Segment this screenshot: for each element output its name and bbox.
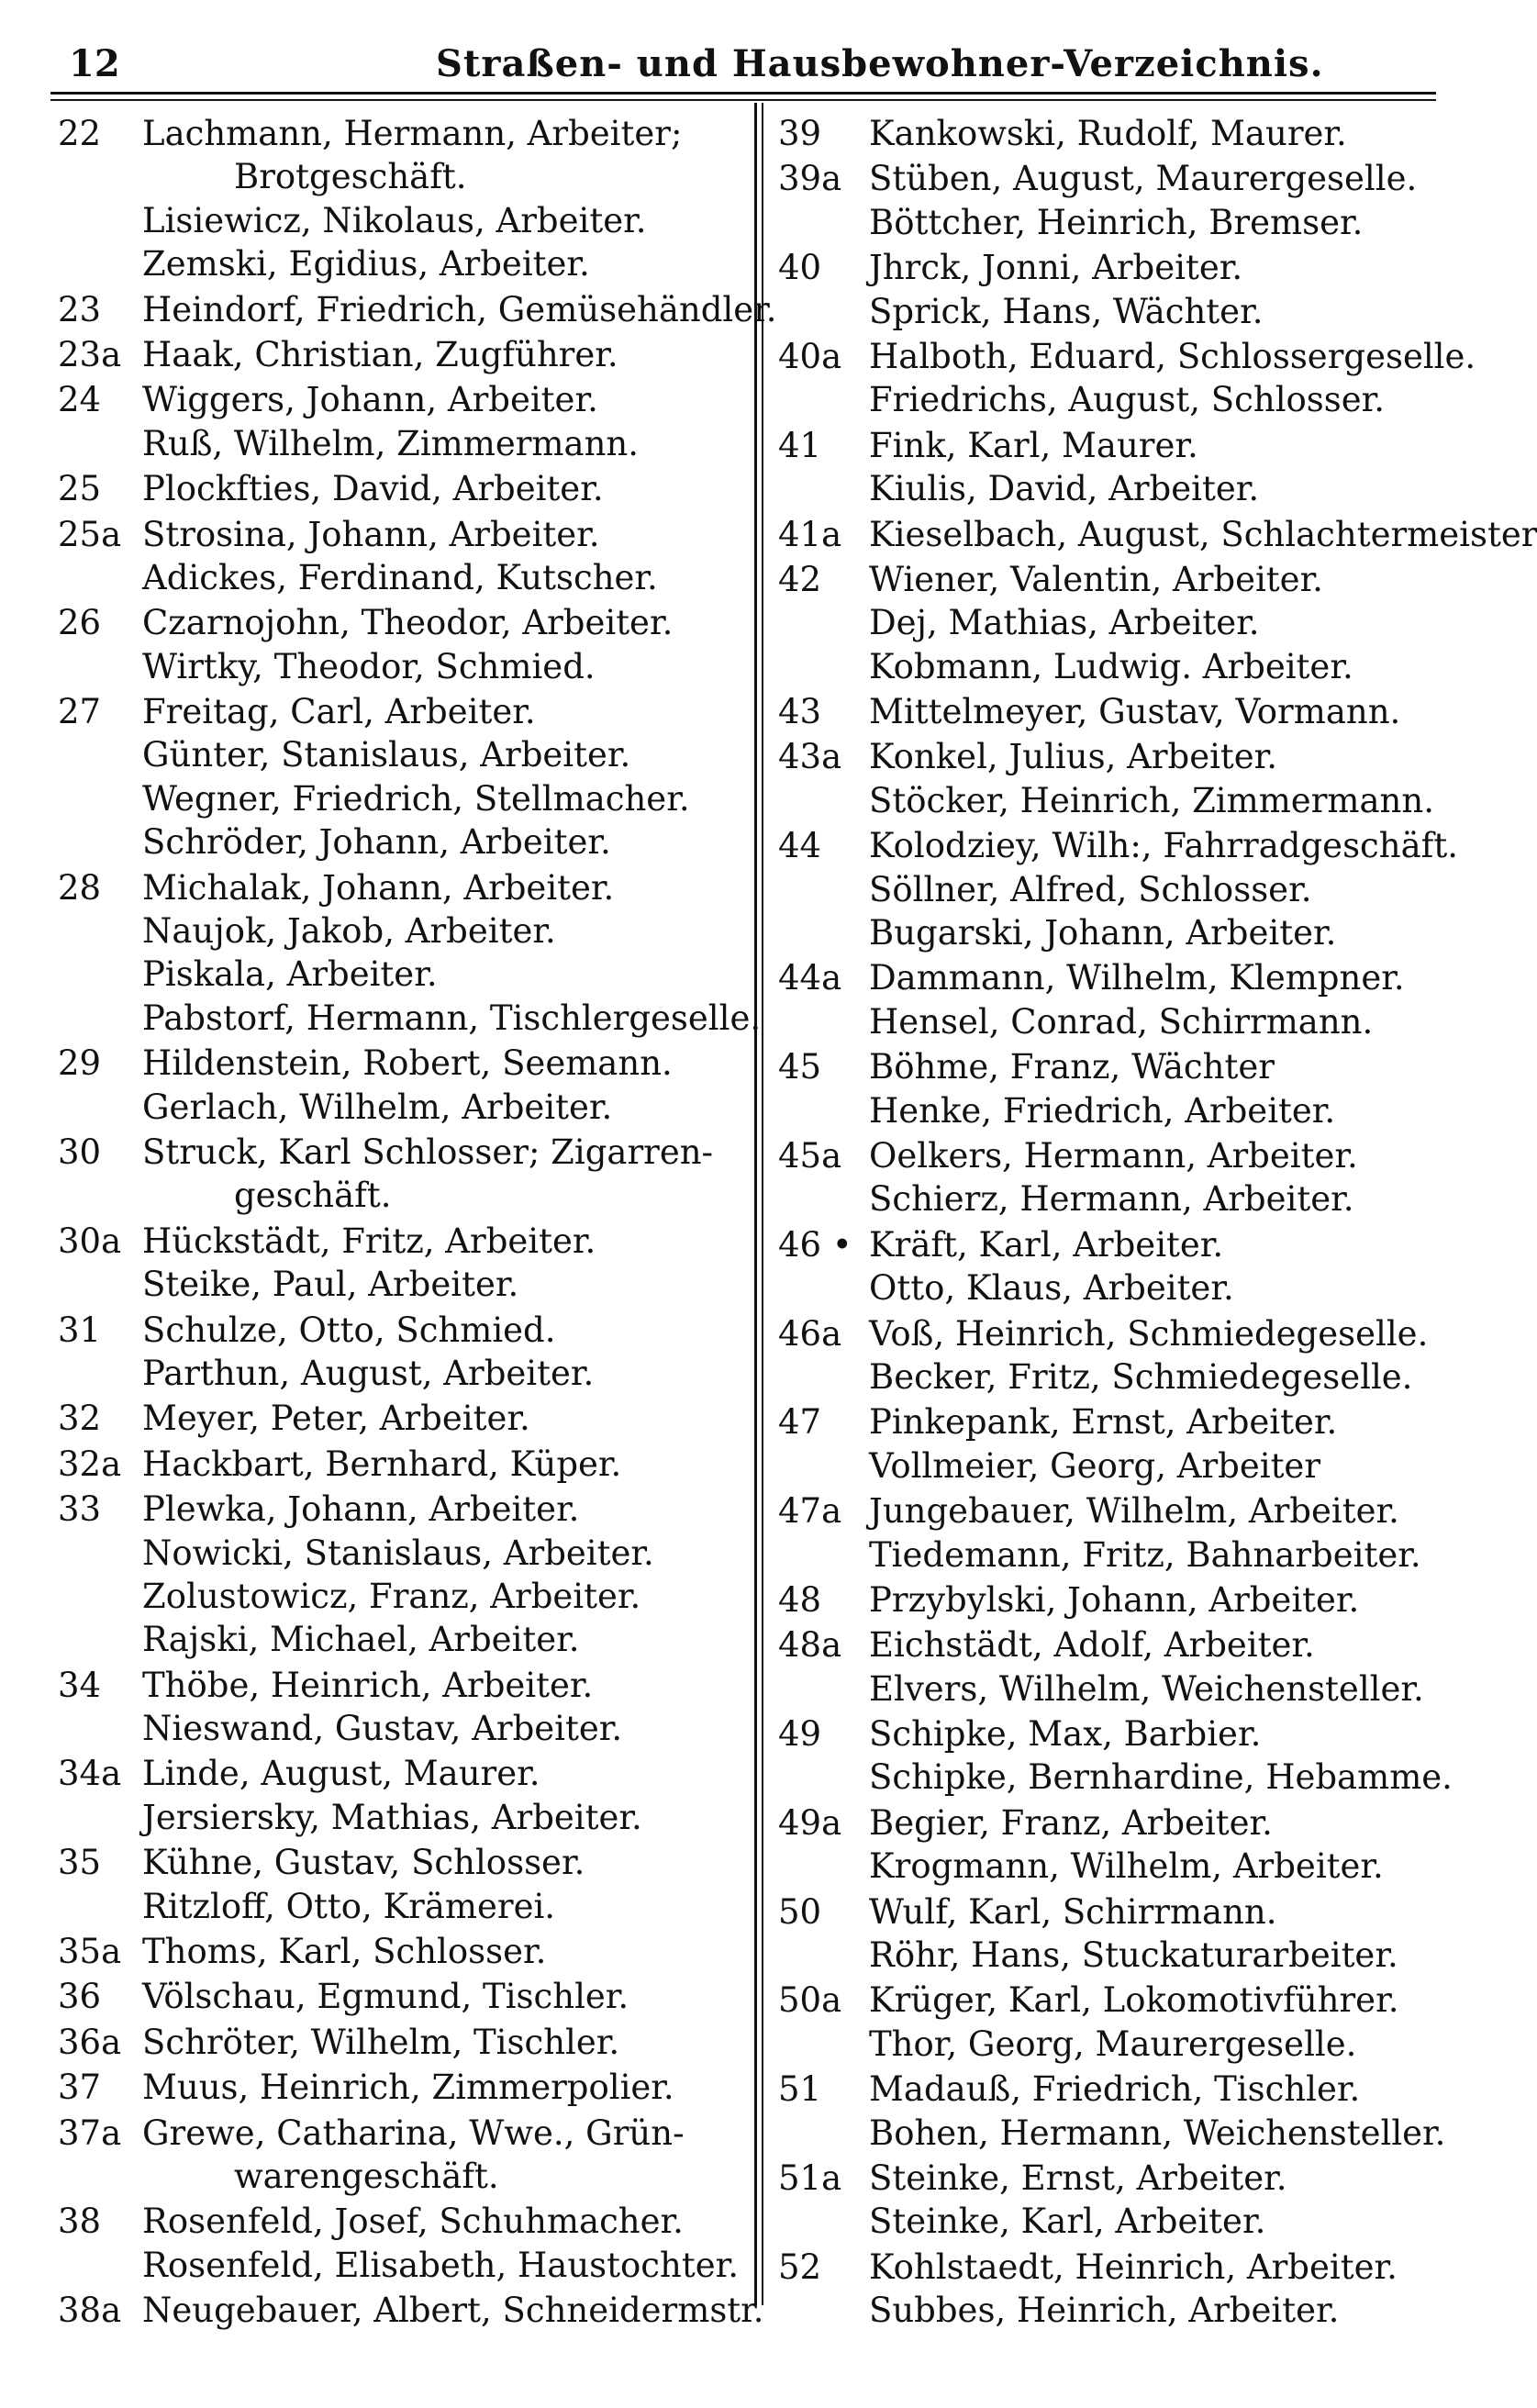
- resident-entry: [50, 1488, 748, 1531]
- resident-entry: [50, 953, 748, 996]
- house-number: 37a: [58, 2113, 122, 2153]
- resident-entry: [773, 1667, 1433, 1711]
- resident-entry: [773, 2289, 1433, 2332]
- resident-text: Heindorf, Friedrich, Gemüsehändler.: [142, 289, 777, 329]
- house-number: 48a: [778, 1625, 842, 1666]
- resident-entry: [50, 866, 748, 909]
- resident-text: Voß, Heinrich, Schmiedegeselle.: [869, 1313, 1429, 1354]
- column-divider-thin: [762, 103, 763, 2305]
- resident-text: Michalak, Johann, Arbeiter.: [142, 867, 615, 908]
- resident-entry: [50, 645, 748, 688]
- resident-entry: [773, 2157, 1433, 2200]
- resident-entry: [50, 690, 748, 733]
- resident-text: Wiggers, Johann, Arbeiter.: [142, 380, 598, 420]
- resident-text: Meyer, Peter, Arbeiter.: [142, 1399, 530, 1439]
- resident-text: Vollmeier, Georg, Arbeiter: [869, 1445, 1321, 1486]
- resident-entry: [773, 601, 1433, 644]
- resident-text: Zolustowicz, Franz, Arbeiter.: [142, 1576, 641, 1616]
- resident-entry: [773, 112, 1433, 155]
- resident-text: Jhrck, Jonni, Arbeiter.: [869, 248, 1243, 288]
- house-number: 38: [58, 2202, 102, 2242]
- house-number: 43: [778, 692, 822, 732]
- resident-text: Lachmann, Hermann, Arbeiter;: [142, 114, 683, 153]
- resident-text: Elvers, Wilhelm, Weichensteller.: [869, 1668, 1424, 1709]
- house-number: 45a: [778, 1135, 842, 1176]
- house-number: 51a: [778, 2157, 842, 2198]
- resident-text: Wulf, Karl, Schirrmann.: [869, 1891, 1277, 1932]
- resident-text: Hackbart, Bernhard, Küper.: [142, 1444, 622, 1484]
- resident-entry: [50, 2244, 748, 2287]
- resident-text: Jersiersky, Mathias, Arbeiter.: [142, 1797, 642, 1837]
- resident-text: Nieswand, Gustav, Arbeiter.: [142, 1709, 623, 1749]
- resident-entry: [50, 1443, 748, 1486]
- resident-text: Czarnojohn, Theodor, Arbeiter.: [142, 603, 674, 643]
- resident-entry: [773, 1623, 1433, 1667]
- resident-entry: [773, 1533, 1433, 1577]
- resident-text: Kobmann, Ludwig. Arbeiter.: [869, 646, 1353, 686]
- header-rule: [50, 92, 1436, 95]
- resident-entry: [773, 2112, 1446, 2155]
- house-number: 23a: [58, 334, 122, 374]
- resident-text: Wegner, Friedrich, Stellmacher.: [142, 778, 690, 819]
- house-number: 39: [778, 114, 822, 153]
- resident-text: Konkel, Julius, Arbeiter.: [869, 737, 1278, 777]
- resident-text: Naujok, Jakob, Arbeiter.: [142, 911, 556, 952]
- resident-text: Plockfties, David, Arbeiter.: [142, 469, 604, 509]
- resident-text: Schipke, Bernhardine, Hebamme.: [869, 1757, 1453, 1798]
- resident-text: Rosenfeld, Elisabeth, Haustochter.: [142, 2245, 739, 2285]
- resident-text: Adickes, Ferdinand, Kutscher.: [142, 557, 658, 597]
- resident-entry: [50, 199, 748, 242]
- resident-text: Thöbe, Heinrich, Arbeiter.: [142, 1665, 594, 1705]
- resident-entry: [773, 1444, 1433, 1488]
- house-number: 40: [778, 248, 822, 288]
- resident-entry: [50, 909, 748, 953]
- entry-continuation: geschäft.: [234, 1176, 392, 1216]
- resident-text: Röhr, Hans, Stuckaturarbeiter.: [869, 1935, 1398, 1976]
- house-number: 47: [778, 1402, 822, 1443]
- resident-entry: [773, 1801, 1433, 1845]
- resident-text: Muus, Heinrich, Zimmerpolier.: [142, 2068, 674, 2108]
- resident-entry: [50, 556, 748, 599]
- resident-entry: [773, 1756, 1453, 1799]
- resident-text: Völschau, Egmund, Tischler.: [142, 1977, 629, 2017]
- resident-text: Bugarski, Johann, Arbeiter.: [869, 913, 1337, 953]
- resident-text: Pabstorf, Hermann, Tischlergeselle.: [142, 998, 762, 1038]
- resident-entry: [50, 2112, 748, 2155]
- resident-entry: [773, 1312, 1433, 1355]
- resident-entry: [773, 558, 1433, 601]
- house-number: 37: [58, 2068, 102, 2108]
- page-header: [50, 39, 1436, 94]
- resident-text: Becker, Fritz, Schmiedegeselle.: [869, 1356, 1413, 1397]
- resident-entry: [50, 1752, 748, 1795]
- resident-text: Oelkers, Hermann, Arbeiter.: [869, 1135, 1358, 1176]
- resident-text: Nowicki, Stanislaus, Arbeiter.: [142, 1533, 654, 1573]
- house-number: 42: [778, 559, 822, 599]
- resident-text: Strosina, Johann, Arbeiter.: [142, 514, 600, 554]
- resident-entry: [773, 1089, 1433, 1132]
- house-number: 32: [58, 1399, 102, 1439]
- house-number: 46a: [778, 1313, 842, 1354]
- resident-entry: [50, 1664, 748, 1707]
- resident-text: Dammann, Wilhelm, Klempner.: [869, 958, 1405, 998]
- resident-entry: [50, 422, 748, 465]
- resident-entry: [773, 690, 1433, 733]
- resident-text: Kieselbach, August, Schlachtermeister: [869, 514, 1537, 554]
- resident-text: Kolodziey, Wilh:, Fahrradgeschäft.: [869, 826, 1458, 866]
- left-column: [50, 110, 777, 2333]
- resident-text: Grewe, Catharina, Wwe., Grün-: [142, 2113, 685, 2153]
- resident-text: Stüben, August, Maurergeselle.: [869, 159, 1418, 199]
- resident-text: Lisiewicz, Nikolaus, Arbeiter.: [142, 200, 647, 240]
- resident-text: Eichstädt, Adolf, Arbeiter.: [869, 1625, 1315, 1666]
- resident-text: Ruß, Wilhelm, Zimmermann.: [142, 423, 639, 463]
- resident-text: Schierz, Hermann, Arbeiter.: [869, 1179, 1354, 1220]
- house-number: 51: [778, 2069, 822, 2110]
- resident-entry: [50, 1707, 748, 1750]
- resident-text: Schulze, Otto, Schmied.: [142, 1310, 556, 1350]
- resident-entry: [773, 1890, 1433, 1934]
- resident-entry: [50, 1841, 748, 1884]
- resident-text: Böhme, Franz, Wächter: [869, 1047, 1275, 1087]
- resident-text: Hildenstein, Robert, Seemann.: [142, 1043, 673, 1084]
- resident-text: Thor, Georg, Maurergeselle.: [869, 2023, 1357, 2064]
- resident-entry: [773, 246, 1433, 289]
- resident-text: Freitag, Carl, Arbeiter.: [142, 692, 536, 732]
- resident-text: Madauß, Friedrich, Tischler.: [869, 2069, 1361, 2110]
- resident-text: Begier, Franz, Arbeiter.: [869, 1802, 1273, 1843]
- header-rule-thin: [50, 99, 1436, 101]
- resident-text: Kiulis, David, Arbeiter.: [869, 469, 1260, 509]
- resident-text: Steinke, Ernst, Arbeiter.: [869, 2157, 1287, 2198]
- resident-text: Dej, Mathias, Arbeiter.: [869, 603, 1260, 643]
- house-number: 48: [778, 1579, 822, 1620]
- resident-entry: [773, 1979, 1433, 2022]
- house-number: 41a: [778, 514, 842, 554]
- resident-entry: [50, 777, 748, 820]
- resident-entry: [50, 1885, 748, 1928]
- resident-entry: [773, 911, 1433, 954]
- resident-entry: [50, 1174, 748, 1217]
- resident-text: Zemski, Egidius, Arbeiter.: [142, 244, 590, 284]
- house-number: 50a: [778, 1980, 842, 2021]
- house-number: 43a: [778, 737, 842, 777]
- resident-text: Kräft, Karl, Arbeiter.: [869, 1224, 1224, 1265]
- house-number: 36a: [58, 2022, 122, 2062]
- resident-entry: [773, 1578, 1433, 1622]
- resident-text: Tiedemann, Fritz, Bahnarbeiter.: [869, 1534, 1421, 1575]
- resident-entry: [773, 513, 1537, 556]
- house-number: 32a: [58, 1444, 122, 1484]
- resident-text: Steinke, Karl, Arbeiter.: [869, 2202, 1266, 2242]
- resident-entry: [50, 1575, 748, 1618]
- resident-text: Steike, Paul, Arbeiter.: [142, 1265, 519, 1305]
- resident-entry: [50, 1532, 748, 1575]
- house-number: 24: [58, 380, 102, 420]
- resident-text: Fink, Karl, Maurer.: [869, 425, 1198, 465]
- resident-text: Mittelmeyer, Gustav, Vormann.: [869, 692, 1401, 732]
- resident-text: Subbes, Heinrich, Arbeiter.: [869, 2291, 1340, 2331]
- resident-entry: [50, 1086, 748, 1129]
- house-number: 49: [778, 1714, 822, 1755]
- resident-text: Haak, Christian, Zugführer.: [142, 334, 618, 374]
- resident-entry: [773, 1845, 1433, 1888]
- resident-text: Parthun, August, Arbeiter.: [142, 1353, 595, 1393]
- house-number: 27: [58, 692, 102, 732]
- resident-entry: [50, 513, 748, 556]
- resident-text: Struck, Karl Schlosser; Zigarren-: [142, 1132, 714, 1172]
- resident-text: Rosenfeld, Josef, Schuhmacher.: [142, 2202, 684, 2242]
- resident-entry: [773, 2246, 1433, 2289]
- resident-text: Hückstädt, Fritz, Arbeiter.: [142, 1221, 596, 1261]
- right-column: [773, 110, 1537, 2333]
- resident-text: Henke, Friedrich, Arbeiter.: [869, 1090, 1336, 1131]
- resident-entry: [50, 733, 748, 776]
- house-number: 41: [778, 425, 822, 465]
- resident-text: Günter, Stanislaus, Arbeiter.: [142, 735, 631, 775]
- resident-entry: [50, 2155, 748, 2198]
- house-number: 26: [58, 603, 102, 643]
- resident-text: Otto, Klaus, Arbeiter.: [869, 1268, 1234, 1309]
- resident-entry: [50, 1397, 748, 1440]
- house-number: 30a: [58, 1221, 122, 1261]
- resident-entry: [50, 997, 762, 1040]
- house-number: 50: [778, 1891, 822, 1932]
- resident-entry: [50, 467, 748, 510]
- resident-text: Schröter, Wilhelm, Tischler.: [142, 2022, 620, 2062]
- resident-entry: [50, 1796, 748, 1839]
- house-number: 34: [58, 1665, 102, 1705]
- entry-continuation: Brotgeschäft.: [234, 157, 467, 197]
- entry-continuation: warengeschäft.: [234, 2156, 499, 2196]
- resident-text: Rajski, Michael, Arbeiter.: [142, 1620, 580, 1660]
- house-number: 25a: [58, 514, 122, 554]
- house-number: 39a: [778, 159, 842, 199]
- resident-entry: [773, 157, 1433, 200]
- house-number: 31: [58, 1310, 102, 1350]
- resident-text: Friedrichs, August, Schlosser.: [869, 380, 1386, 420]
- resident-entry: [50, 155, 748, 198]
- page-number: 12: [69, 42, 120, 85]
- resident-entry: [50, 1618, 748, 1661]
- house-number: 47a: [778, 1491, 842, 1532]
- house-number: 52: [778, 2246, 822, 2287]
- resident-text: Hensel, Conrad, Schirrmann.: [869, 1001, 1374, 1042]
- house-number: 34a: [58, 1754, 122, 1794]
- resident-entry: [773, 824, 1458, 867]
- resident-entry: [773, 868, 1433, 911]
- house-number: 44: [778, 826, 822, 866]
- resident-entry: [50, 820, 748, 864]
- resident-text: Stöcker, Heinrich, Zimmermann.: [869, 780, 1434, 820]
- house-number: 46 •: [778, 1224, 852, 1265]
- resident-entry: [50, 1131, 748, 1174]
- house-number: 44a: [778, 958, 842, 998]
- resident-entry: [50, 2200, 748, 2243]
- house-number: 29: [58, 1043, 102, 1084]
- resident-entry: [50, 2021, 748, 2064]
- resident-text: Wirtky, Theodor, Schmied.: [142, 646, 596, 686]
- resident-entry: [50, 288, 777, 331]
- resident-text: Schröder, Johann, Arbeiter.: [142, 822, 611, 863]
- resident-entry: [773, 1177, 1433, 1221]
- resident-entry: [773, 1000, 1433, 1043]
- resident-entry: [773, 378, 1433, 421]
- resident-text: Piskala, Arbeiter.: [142, 954, 438, 995]
- resident-entry: [50, 1042, 748, 1085]
- resident-entry: [50, 601, 748, 644]
- resident-text: Gerlach, Wilhelm, Arbeiter.: [142, 1087, 613, 1127]
- resident-text: Ritzloff, Otto, Krämerei.: [142, 1886, 556, 1926]
- resident-entry: [773, 956, 1433, 999]
- resident-text: Bohen, Hermann, Weichensteller.: [869, 2113, 1446, 2153]
- resident-entry: [773, 1712, 1433, 1756]
- house-number: 45: [778, 1047, 822, 1087]
- resident-entry: [50, 1352, 748, 1395]
- resident-entry: [50, 1309, 748, 1352]
- resident-text: Jungebauer, Wilhelm, Arbeiter.: [869, 1491, 1399, 1532]
- resident-entry: [773, 1134, 1433, 1177]
- resident-entry: [773, 2023, 1433, 2066]
- resident-entry: [773, 2200, 1433, 2243]
- resident-entry: [50, 2066, 748, 2109]
- house-number: 22: [58, 114, 102, 153]
- column-divider: [754, 103, 757, 2305]
- resident-entry: [773, 2068, 1433, 2111]
- resident-text: Schipke, Max, Barbier.: [869, 1714, 1262, 1755]
- resident-text: Söllner, Alfred, Schlosser.: [869, 869, 1312, 909]
- house-number: 30: [58, 1132, 102, 1172]
- resident-entry: [50, 1930, 748, 1973]
- house-number: 40a: [778, 336, 842, 376]
- house-number: 49a: [778, 1802, 842, 1843]
- resident-entry: [773, 424, 1433, 467]
- resident-entry: [50, 2289, 764, 2332]
- resident-entry: [773, 1400, 1433, 1444]
- resident-text: Thoms, Karl, Schlosser.: [142, 1932, 547, 1972]
- house-number: 25: [58, 469, 102, 509]
- resident-entry: [773, 1266, 1433, 1310]
- resident-entry: [773, 779, 1433, 822]
- resident-text: Krogmann, Wilhelm, Arbeiter.: [869, 1846, 1384, 1887]
- resident-entry: [773, 1223, 1433, 1266]
- resident-text: Böttcher, Heinrich, Bremser.: [869, 202, 1364, 242]
- resident-entry: [50, 112, 748, 155]
- resident-entry: [773, 1355, 1433, 1399]
- resident-text: Kühne, Gustav, Schlosser.: [142, 1843, 585, 1883]
- resident-text: Kohlstaedt, Heinrich, Arbeiter.: [869, 2246, 1398, 2287]
- resident-text: Kankowski, Rudolf, Maurer.: [869, 114, 1347, 153]
- house-number: 28: [58, 867, 102, 908]
- resident-text: Sprick, Hans, Wächter.: [869, 291, 1264, 331]
- resident-entry: [773, 1489, 1433, 1533]
- house-number: 35a: [58, 1932, 122, 1972]
- running-title: Straßen- und Hausbewohner-Verzeichnis.: [436, 42, 1324, 85]
- resident-entry: [773, 1934, 1433, 1977]
- resident-text: Krüger, Karl, Lokomotivführer.: [869, 1980, 1399, 2021]
- resident-text: Linde, August, Maurer.: [142, 1754, 540, 1794]
- resident-entry: [50, 1975, 748, 2018]
- resident-entry: [50, 1220, 748, 1263]
- house-number: 38a: [58, 2291, 122, 2331]
- resident-entry: [50, 378, 748, 421]
- resident-entry: [773, 645, 1433, 688]
- house-number: 33: [58, 1489, 102, 1530]
- house-number: 23: [58, 289, 102, 329]
- resident-entry: [50, 333, 748, 376]
- resident-entry: [773, 735, 1433, 778]
- resident-entry: [773, 1045, 1433, 1088]
- resident-text: Halboth, Eduard, Schlossergeselle.: [869, 336, 1476, 376]
- resident-entry: [773, 467, 1433, 510]
- resident-text: Pinkepank, Ernst, Arbeiter.: [869, 1402, 1338, 1443]
- resident-entry: [773, 290, 1433, 333]
- resident-entry: [773, 201, 1433, 244]
- resident-entry: [773, 335, 1476, 378]
- resident-text: Plewka, Johann, Arbeiter.: [142, 1489, 580, 1530]
- resident-entry: [50, 242, 748, 285]
- resident-text: Wiener, Valentin, Arbeiter.: [869, 559, 1323, 599]
- house-number: 36: [58, 1977, 102, 2017]
- resident-entry: [50, 1263, 748, 1306]
- resident-text: Neugebauer, Albert, Schneidermstr.: [142, 2291, 764, 2331]
- house-number: 35: [58, 1843, 102, 1883]
- resident-text: Przybylski, Johann, Arbeiter.: [869, 1579, 1360, 1620]
